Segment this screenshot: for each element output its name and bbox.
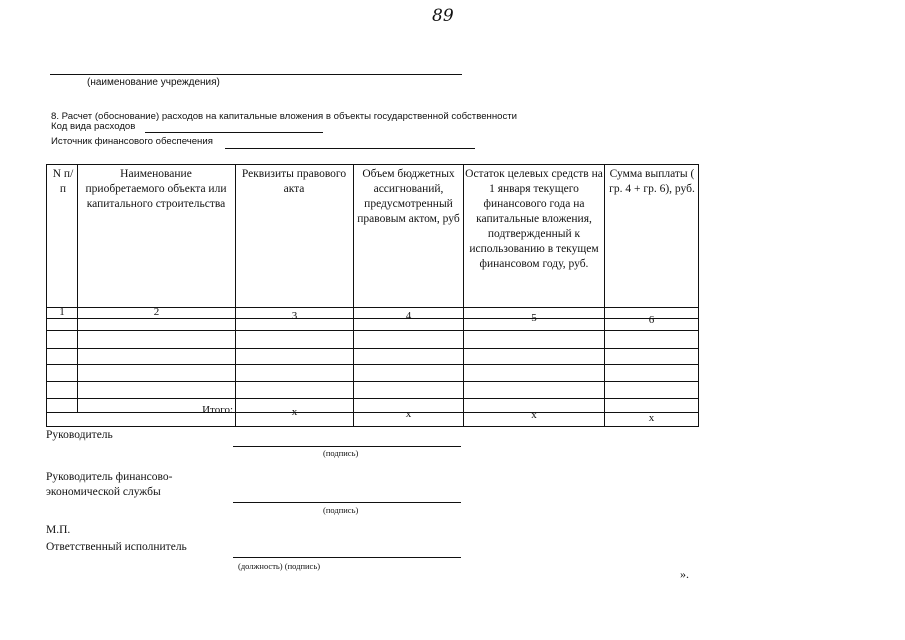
section-title: 8. Расчет (обоснование) расходов на капитальные вложения в объекты государственной собственности xyxy=(51,111,518,122)
table-col-border xyxy=(698,164,699,426)
column-number: 3 xyxy=(291,310,298,322)
total-value: x xyxy=(405,408,412,420)
column-number: 5 xyxy=(531,312,537,324)
head-signature-caption: (подпись) xyxy=(323,448,359,458)
table-row-line xyxy=(46,330,699,331)
header-object-name: Наименование приобретаемого объекта или капитального строительства xyxy=(85,168,227,210)
total-value: x xyxy=(531,409,537,421)
column-number: 6 xyxy=(648,314,655,326)
header-remaining-funds: Остаток целевых средств на 1 января текущего финансового года на капитальные вложения, подтвержденный к использованию в текущем финансовом году, руб. xyxy=(465,168,603,270)
table-row-line xyxy=(46,398,699,399)
finance-label-line2: экономической службы xyxy=(46,486,161,498)
table-col-border xyxy=(353,164,354,426)
institution-line xyxy=(50,74,462,75)
finance-label-line1: Руководитель финансово- xyxy=(46,471,173,483)
table-col-border xyxy=(463,164,464,426)
institution-caption: (наименование учреждения) xyxy=(87,77,220,88)
head-label: Руководитель xyxy=(46,429,113,441)
expense-code-label: Код вида расходов xyxy=(51,121,136,132)
column-number: 4 xyxy=(405,310,412,322)
funding-source-field xyxy=(225,148,475,149)
expense-code-field xyxy=(145,132,323,133)
executor-label: Ответственный исполнитель xyxy=(46,541,187,553)
table-row-line xyxy=(46,381,699,382)
table-row-line xyxy=(46,364,699,365)
finance-signature-caption: (подпись) xyxy=(323,505,359,515)
executor-signature-line xyxy=(233,557,461,558)
page-number: 89 xyxy=(432,6,454,26)
finance-signature-line xyxy=(233,502,461,503)
table-top-border xyxy=(46,164,699,165)
head-signature-line xyxy=(233,446,461,447)
executor-signature-caption: (должность) (подпись) xyxy=(238,561,321,571)
total-value: x xyxy=(291,406,298,418)
table-row-line xyxy=(46,348,699,349)
stamp-label: М.П. xyxy=(46,524,71,536)
table-col-border xyxy=(77,164,78,412)
header-payment-sum: Сумма выплаты ( гр. 4 + гр. 6), руб. xyxy=(609,168,695,195)
total-value: x xyxy=(648,412,655,424)
funding-source-label: Источник финансового обеспечения xyxy=(51,136,213,147)
total-label: Итого: xyxy=(202,404,233,416)
header-legal-act: Реквизиты правового акта xyxy=(241,168,347,195)
header-budget-amount: Объем бюджетных ассигнований, предусмотренный правовым актом, руб xyxy=(357,168,460,225)
table-bottom-border xyxy=(46,426,699,427)
table-col-border xyxy=(235,164,236,426)
table-col-border xyxy=(46,164,47,426)
table-col-border xyxy=(604,164,605,426)
column-number: 1 xyxy=(59,306,65,318)
header-number: N п/п xyxy=(52,168,74,195)
column-number: 2 xyxy=(153,306,160,318)
closing-mark: ». xyxy=(680,567,689,581)
